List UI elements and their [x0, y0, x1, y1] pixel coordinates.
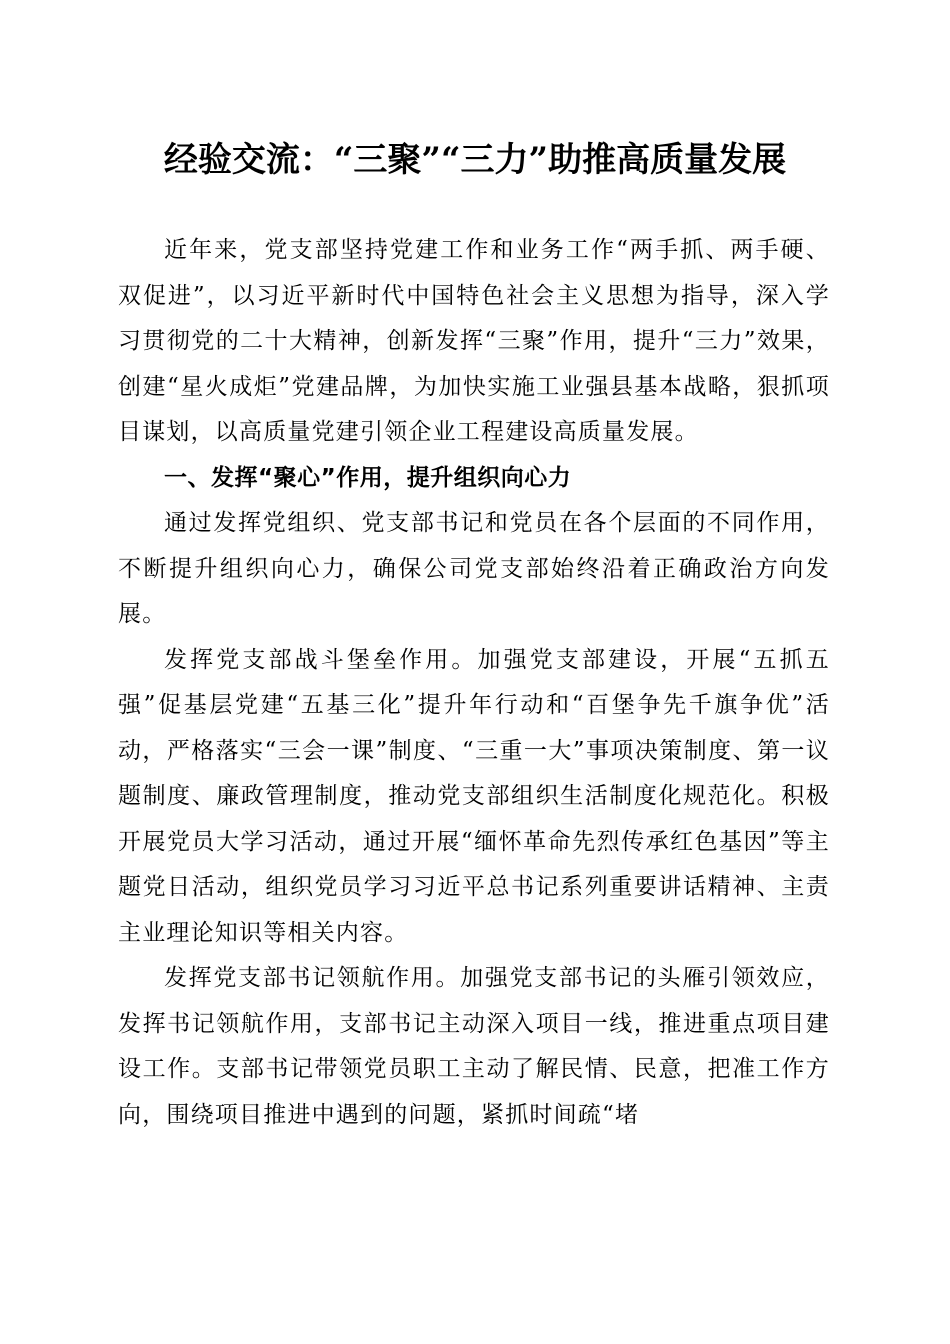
section-heading-1: 一、发挥“聚心”作用，提升组织向心力: [164, 464, 572, 491]
intro-paragraph: 近年来，党支部坚持党建工作和业务工作“两手抓、两手硬、双促进”，以习近平新时代中国特色社会主义思想为指导，深入学习贯彻党的二十大精神，创新发挥“三聚”作用，提升“三力”效果，创建“星火成炬”党建品牌，为加快实施工业强县基本战略，狠抓项目谋划，以高质量党建引领企业工程建设高质量发展。: [118, 237, 830, 445]
section-1-paragraph-2: 发挥党支部战斗堡垒作用。加强党支部建设，开展“五抓五强”促基层党建“五基三化”提升年行动和“百堡争先千旗争优”活动，严格落实“三会一课”制度、“三重一大”事项决策制度、第一议题制度、廉政管理制度，推动党支部组织生活制度化规范化。积极开展党员大学习活动，通过开展“缅怀革命先烈传承红色基因”等主题党日活动，组织党员学习习近平总书记系列重要讲话精神、主责主业理论知识等相关内容。: [118, 646, 830, 946]
section-1-paragraph-1: 通过发挥党组织、党支部书记和党员在各个层面的不同作用，不断提升组织向心力，确保公司党支部始终沿着正确政治方向发展。: [118, 510, 830, 627]
section-1-paragraph-3: 发挥党支部书记领航作用。加强党支部书记的头雁引领效应，发挥书记领航作用，支部书记主动深入项目一线，推进重点项目建设工作。支部书记带领党员职工主动了解民情、民意，把准工作方向，围绕项目推进中遇到的问题，紧抓时间疏“堵: [118, 965, 830, 1128]
document-title: 经验交流：“三聚”“三力”助推高质量发展: [163, 140, 787, 180]
document-body: [118, 228, 830, 1138]
